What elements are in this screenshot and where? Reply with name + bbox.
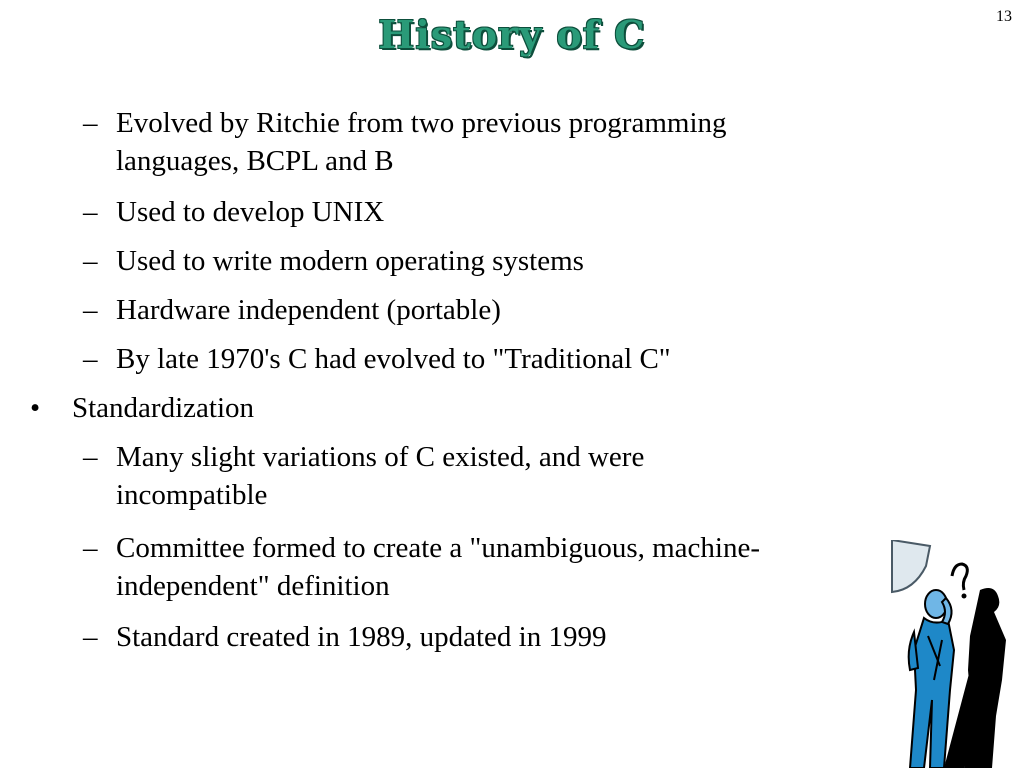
bullet-text: Used to write modern operating systems xyxy=(116,245,584,277)
bullet-text: Standardization xyxy=(72,392,255,424)
bullet-text: Evolved by Ritchie from two previous programming languages, BCPL and B xyxy=(116,107,727,177)
dash-marker: – xyxy=(83,107,98,139)
dash-marker: – xyxy=(83,343,98,375)
slide-number: 13 xyxy=(996,8,1012,25)
dash-marker: – xyxy=(83,441,98,473)
bullet-text: Used to develop UNIX xyxy=(116,196,385,228)
bullet-item xyxy=(83,291,876,329)
dash-marker: – xyxy=(83,532,98,564)
dash-marker: – xyxy=(83,245,98,277)
bullet-item xyxy=(83,242,876,280)
bullet-item xyxy=(83,193,876,231)
bullet-text: Standard created in 1989, updated in 1999 xyxy=(116,621,607,653)
bullet-marker: • xyxy=(30,392,41,424)
bullet-item xyxy=(30,389,832,427)
dash-marker: – xyxy=(83,621,98,653)
man-body xyxy=(910,618,954,768)
bullet-text: Hardware independent (portable) xyxy=(116,294,501,326)
bullet-text: Many slight variations of C existed, and were incompatible xyxy=(116,441,645,511)
clock-shape xyxy=(892,540,930,592)
man-arm xyxy=(909,632,918,670)
bullet-text: By late 1970's C had evolved to "Traditional C" xyxy=(116,343,671,375)
dash-marker: – xyxy=(83,196,98,228)
dash-marker: – xyxy=(83,294,98,326)
question-mark xyxy=(952,564,967,590)
bullet-item xyxy=(83,104,846,180)
bullet-item xyxy=(83,618,876,656)
bullet-text: Committee formed to create a "unambiguous, machine-independent" definition xyxy=(116,532,760,602)
bullet-item xyxy=(83,438,776,514)
thinking-man-clipart-icon xyxy=(884,540,1024,768)
slide-title: History of C xyxy=(378,12,646,57)
bullet-item xyxy=(83,340,876,378)
bullet-item xyxy=(83,529,876,605)
